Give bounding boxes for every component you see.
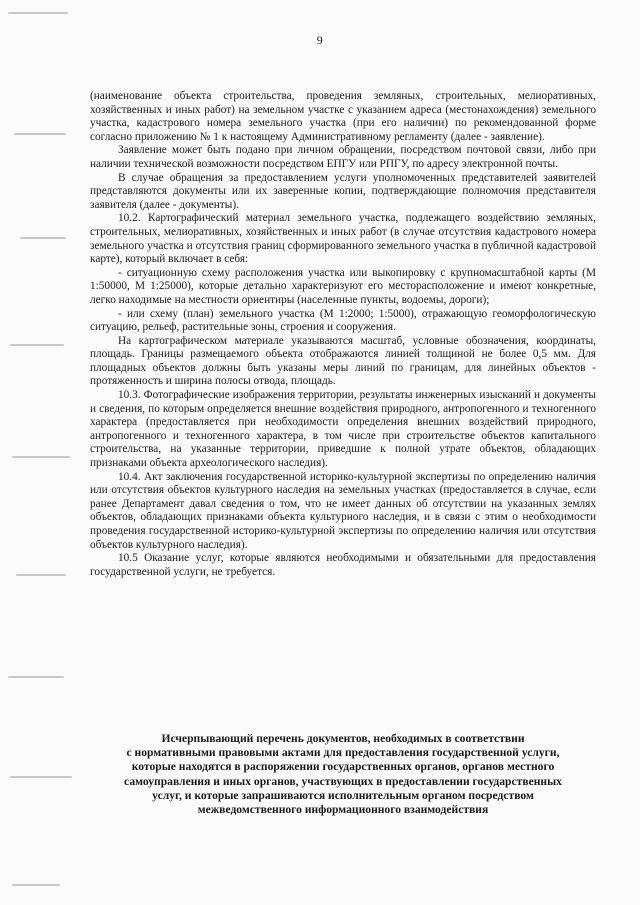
list-item-situational-scheme: - ситуационную схему расположения участка или выкопировку с крупномасштабной карты (М 1:50000, М 1:25000), которые детально характеризуют его месторасположение и имеют конкретные, легко находимые на местности ориентиры (населенные пункты, водоемы, дороги);	[90, 266, 596, 306]
document-body	[90, 90, 596, 579]
heading-line: с нормативными правовыми актами для предоставления государственной услуги,	[126, 746, 560, 760]
paragraph-application-object: (наименование объекта строительства, проведения земляных, строительных, мелиоративных, хозяйственных и иных работ) на земельном участке с указанием адреса (местонахождения) земельного участка, кадастрового номера земельного участка (при его наличии) по рекомендованной форме согласно приложению № 1 к настоящему Административному регламенту (далее - заявление).	[90, 90, 596, 143]
section-heading	[86, 732, 600, 817]
paragraph-representatives: В случае обращения за предоставлением услуги уполномоченных представителей заявителей представляются документы или их заверенные копии, подтверждающие полномочия представителя заявителя (далее - документы).	[90, 171, 596, 211]
heading-line: Исчерпывающий перечень документов, необходимых в соответствии	[161, 732, 525, 745]
page-number: 9	[316, 33, 324, 47]
scan-margin-marks	[0, 0, 80, 905]
paragraph-10-5-services: 10.5 Оказание услуг, которые являются необходимыми и обязательными для предоставления государственной услуги, не требуется.	[90, 552, 596, 578]
paragraph-10-4-expertise-act: 10.4. Акт заключения государственной историко-культурной экспертизы по определению наличия или отсутствия объектов культурного наследия на земельных участках (предоставляется в случае, если ранее Департамент давал сведения о том, что не имеет данных об отсутствии на указанных землях объектов, обладающих признаками объекта культурного наследия, и в связи с этим о необходимости проведения государственной историко-культурной экспертизы по определению наличия или отсутствия объектов культурного наследия).	[90, 470, 596, 551]
paragraph-map-requirements: На картографическом материале указываются масштаб, условные обозначения, координаты, площадь. Границы размещаемого объекта отображаются линией толщиной не более 0,5 мм. Для площадных объектов должны быть указаны меры линий по границам, для линейных объектов - протяженность и ширина полосы отвода, площадь.	[90, 334, 596, 388]
heading-line: услуг, и которые запрашиваются исполнительным органом посредством	[152, 788, 534, 802]
heading-line: которые находятся в распоряжении государственных органов, органов местного	[131, 760, 555, 774]
heading-line: самоуправления и иных органов, участвующих в предоставлении государственных	[124, 774, 562, 788]
paragraph-10-2-cartographic: 10.2. Картографический материал земельного участка, подлежащего воздействию земляных, строительных, мелиоративных, хозяйственных и иных работ (в случае отсутствия кадастрового номера земельного участка и отсутствия границ сформированного земельного участка в публичной кадастровой карте), который включает в себя:	[90, 212, 596, 266]
paragraph-submission-methods: Заявление может быть подано при личном обращении, посредством почтовой связи, либо при наличии технической возможности посредством ЕПГУ или РПГУ, по адресу электронной почты.	[90, 144, 596, 170]
list-item-site-plan: - или схему (план) земельного участка (М 1:2000; 1:5000), отражающую геоморфологическую ситуацию, рельеф, растительные зоны, строения и сооружения.	[90, 307, 596, 334]
heading-line: межведомственного информационного взаимодействия	[197, 803, 489, 817]
paragraph-10-3-photographs: 10.3. Фотографические изображения территории, результаты инженерных изысканий и документы и сведения, по которым определяется внешние воздействия природного, антропогенного и техногенного характера (предоставляется при необходимости определения внешних воздействий природного, антропогенного и техногенного характера, в том числе при строительстве объектов капитального строительства, на указанные территории, приведшие к полной утрате объектов, обладающих признаками объекта археологического наследия).	[90, 389, 596, 470]
